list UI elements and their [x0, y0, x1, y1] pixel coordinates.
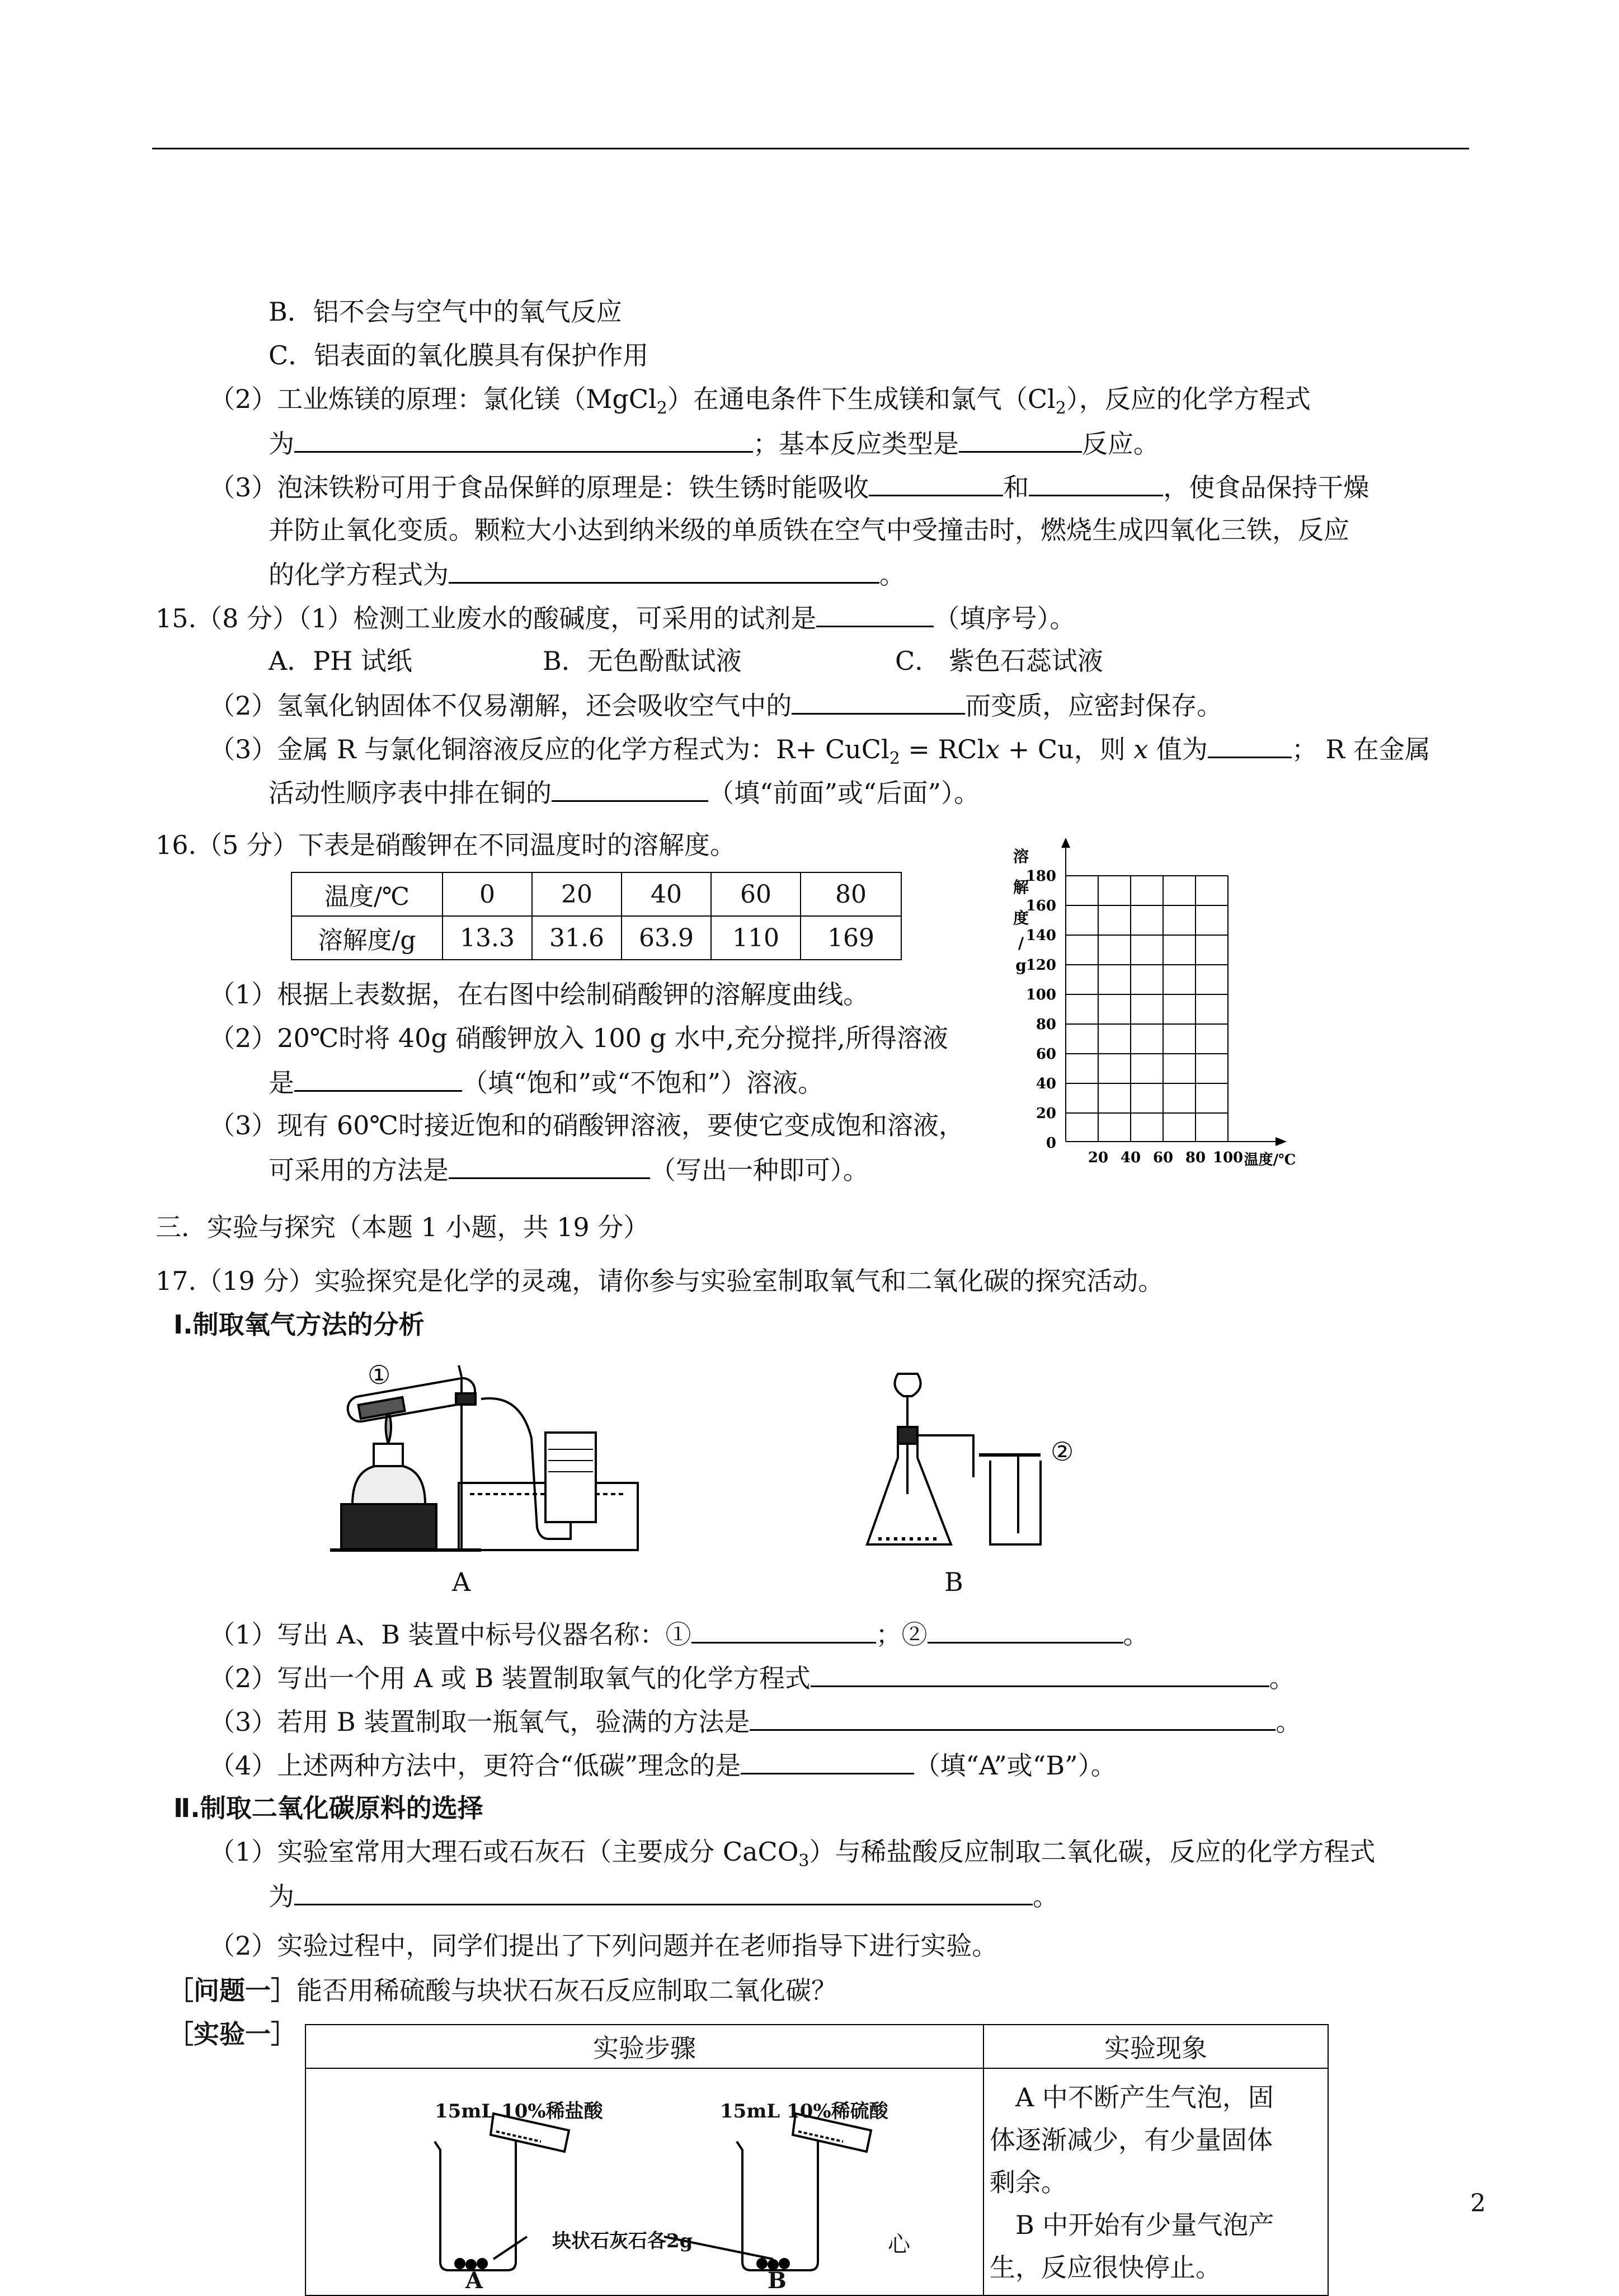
beaker-b-label: B [768, 2267, 787, 2294]
q15-option-c: C． 紫色石蕊试液 [895, 646, 1103, 676]
y-tick: 40 [1036, 1076, 1056, 1092]
q16-s2-line1: （2）20℃时将 40g 硝酸钾放入 100 g 水中,充分搅拌,所得溶液 [209, 1023, 948, 1053]
answer-blank[interactable] [691, 1618, 876, 1644]
table-cell: 63.9 [622, 916, 711, 960]
x-axis-arrow-icon [1276, 1137, 1287, 1146]
q17-ii1-line2: 为 。 [269, 1881, 1058, 1912]
answer-blank[interactable] [928, 1618, 1123, 1644]
table-cell: 溶解度/g [291, 916, 443, 960]
phenomena-cell [983, 2068, 1328, 2295]
question-one: ［问题一］能否用稀硫酸与块状石灰石反应制取二氧化碳？ [168, 1975, 837, 2006]
beaker-a-label: A [465, 2267, 483, 2294]
part-i-heading: Ⅰ.制取氧气方法的分析 [173, 1309, 425, 1340]
answer-blank[interactable] [552, 777, 708, 802]
table-row [291, 872, 901, 916]
q17-i3: （3）若用 B 装置制取一瓶氧气，验满的方法是 。 [209, 1707, 1302, 1737]
q17-intro: 17.（19 分）实验探究是化学的灵魂，请你参与实验室制取氧气和二氧化碳的探究活动。 [156, 1266, 1164, 1296]
q17-i1: （1）写出 A、B 装置中标号仪器名称：① ；② 。 [209, 1619, 1149, 1650]
q17-i4: （4）上述两种方法中，更符合“低碳”理念的是 （填“A”或“B”）。 [209, 1750, 1117, 1781]
table-cell: 169 [801, 916, 901, 960]
q16-s2-line2: 是 （填“饱和”或“不饱和”）溶液。 [269, 1068, 824, 1098]
y-tick: 20 [1036, 1105, 1056, 1122]
q17-i2: （2）写出一个用 A 或 B 装置制取氧气的化学方程式 。 [209, 1663, 1295, 1693]
phenomenon-line: 生，反应很快停止。 [990, 2252, 1221, 2283]
grid-lines [1066, 842, 1276, 1142]
stray-char: 心 [888, 2232, 910, 2257]
q16-s3-line2: 可采用的方法是 （写出一种即可）。 [269, 1155, 869, 1185]
solubility-grid[interactable] [996, 837, 1309, 1184]
table-cell: 温度/℃ [291, 872, 443, 916]
apparatus-b-label: B [944, 1567, 963, 1597]
answer-blank[interactable] [294, 1067, 462, 1092]
solubility-table [291, 872, 902, 960]
phenomenon-line: 体逐渐减少，有少量固体 [990, 2124, 1273, 2155]
y-axis-arrow-icon [1061, 838, 1070, 848]
table-cell: 20 [532, 872, 622, 916]
answer-blank[interactable] [792, 689, 965, 715]
experiment-table [305, 2024, 1329, 2296]
q15-line1: 15.（8 分）（1）检测工业废水的酸碱度，可采用的试剂是 （填序号）。 [156, 603, 1076, 633]
y-tick: 120 [1025, 957, 1056, 974]
answer-blank[interactable] [816, 602, 934, 627]
q15-line5: 活动性顺序表中排在铜的 （填“前面”或“后面”）。 [269, 778, 980, 808]
table-cell: 40 [622, 872, 711, 916]
q16-title: 16.（5 分）下表是硝酸钾在不同温度时的溶解度。 [156, 830, 736, 860]
y-tick: 60 [1036, 1046, 1056, 1063]
phenomenon-line: 剩余。 [990, 2167, 1067, 2198]
y-axis-label: 度 [1013, 909, 1029, 927]
answer-blank[interactable] [1029, 471, 1163, 496]
part-ii-heading: Ⅱ.制取二氧化碳原料的选择 [173, 1793, 483, 1823]
section-3-heading: 三．实验与探究（本题 1 小题，共 19 分） [156, 1212, 650, 1242]
answer-blank[interactable] [294, 1880, 1033, 1905]
answer-blank[interactable] [750, 1706, 1276, 1731]
q14-part3-line1: （3）泡沫铁粉可用于食品保鲜的原理是：铁生锈时能吸收 和 ，使食品保持干燥 [209, 472, 1369, 503]
beaker-b-reagent: 15mL 10%稀硫酸 [720, 2100, 888, 2123]
y-tick: 0 [1046, 1135, 1056, 1152]
q15-line4: （3）金属 R 与氯化铜溶液反应的化学方程式为：R+ CuCl$_2$ = RClx + Cu，则 x 值为 ； R 在金属 [209, 734, 1430, 769]
q14-part2-line1: （2）工业炼镁的原理：氯化镁（MgCl$_2$）在通电条件下生成镁和氯气$(Cl_2)$，反应的化学方程式 [209, 384, 1311, 419]
steps-cell [305, 2068, 983, 2295]
table-cell: 80 [801, 872, 901, 916]
y-tick: 100 [1025, 987, 1056, 1003]
table-cell: 60 [711, 872, 801, 916]
answer-blank[interactable] [449, 558, 879, 584]
q14-option-c: C．铝表面的氧化膜具有保护作用 [269, 340, 649, 370]
q14-part2-line2: 为 ；基本反应类型是 反应。 [269, 429, 1159, 459]
x-tick: 80 [1185, 1149, 1206, 1166]
header-steps: 实验步骤 [305, 2025, 983, 2068]
x-axis-label: 温度/℃ [1244, 1152, 1296, 1168]
table-row [305, 2025, 1328, 2068]
answer-blank[interactable] [449, 1154, 650, 1179]
q17-ii2: （2）实验过程中，同学们提出了下列问题并在老师指导下进行实验。 [209, 1931, 998, 1961]
y-tick: 140 [1025, 927, 1056, 944]
table-row [291, 916, 901, 960]
answer-blank[interactable] [741, 1749, 914, 1774]
apparatus-a-label: A [452, 1567, 471, 1597]
y-tick: 180 [1025, 868, 1056, 885]
q14-option-b: B．铝不会与空气中的氧气反应 [269, 297, 622, 327]
x-tick: 60 [1152, 1149, 1174, 1166]
table-cell: 0 [443, 872, 532, 916]
x-tick: 100 [1212, 1149, 1244, 1166]
answer-blank[interactable] [959, 428, 1082, 453]
phenomenon-line: A 中不断产生气泡，固 [1015, 2082, 1274, 2112]
marker-2: ② [1051, 1436, 1074, 1467]
q14-part3-line2: 并防止氧化变质。颗粒大小达到纳米级的单质铁在空气中受撞击时，燃烧生成四氧化三铁，反应 [269, 515, 1349, 545]
table-cell: 31.6 [532, 916, 622, 960]
table-cell: 110 [711, 916, 801, 960]
q16-s1: （1）根据上表数据，在右图中绘制硝酸钾的溶解度曲线。 [209, 979, 869, 1010]
y-axis-label: g [1015, 956, 1027, 975]
marker-1: ① [368, 1360, 391, 1390]
stone-label: 块状石灰石各2g [552, 2230, 693, 2252]
table-cell: 13.3 [443, 916, 532, 960]
answer-blank[interactable] [811, 1662, 1269, 1687]
q15-line3: （2）氢氧化钠固体不仅易潮解，还会吸收空气中的 而变质，应密封保存。 [209, 691, 1223, 721]
x-tick: 40 [1120, 1149, 1141, 1166]
y-tick: 80 [1036, 1016, 1056, 1033]
q16-s3-line1: （3）现有 60℃时接近饱和的硝酸钾溶液，要使它变成饱和溶液， [209, 1110, 964, 1140]
experiment-one-label: ［实验一］ [168, 2019, 296, 2049]
table-row [305, 2068, 1328, 2295]
header-phenomena: 实验现象 [983, 2025, 1328, 2068]
phenomenon-line: B 中开始有少量气泡产 [1015, 2209, 1274, 2240]
beaker-a-reagent: 15mL 10%稀盐酸 [435, 2100, 603, 2123]
q14-part3-line3: 的化学方程式为 。 [269, 560, 905, 590]
answer-blank[interactable] [1208, 733, 1292, 758]
x-tick: 20 [1088, 1149, 1109, 1166]
y-axis-label: 解 [1013, 878, 1029, 896]
y-axis-label: / [1018, 934, 1024, 952]
y-tick: 160 [1025, 898, 1056, 914]
q15-option-b: B．无色酚酞试液 [543, 646, 742, 676]
y-axis-label: 溶 [1013, 847, 1029, 866]
answer-blank[interactable] [294, 428, 753, 453]
header-rule [152, 148, 1469, 149]
answer-blank[interactable] [869, 471, 1003, 496]
page-number: 2 [1470, 2189, 1486, 2218]
q15-option-a: A．PH 试纸 [269, 646, 412, 676]
q17-ii1-line1: （1）实验室常用大理石或石灰石（主要成分 CaCO$_3$）与稀盐酸反应制取二氧化碳，反应的化学方程式 [209, 1837, 1376, 1871]
